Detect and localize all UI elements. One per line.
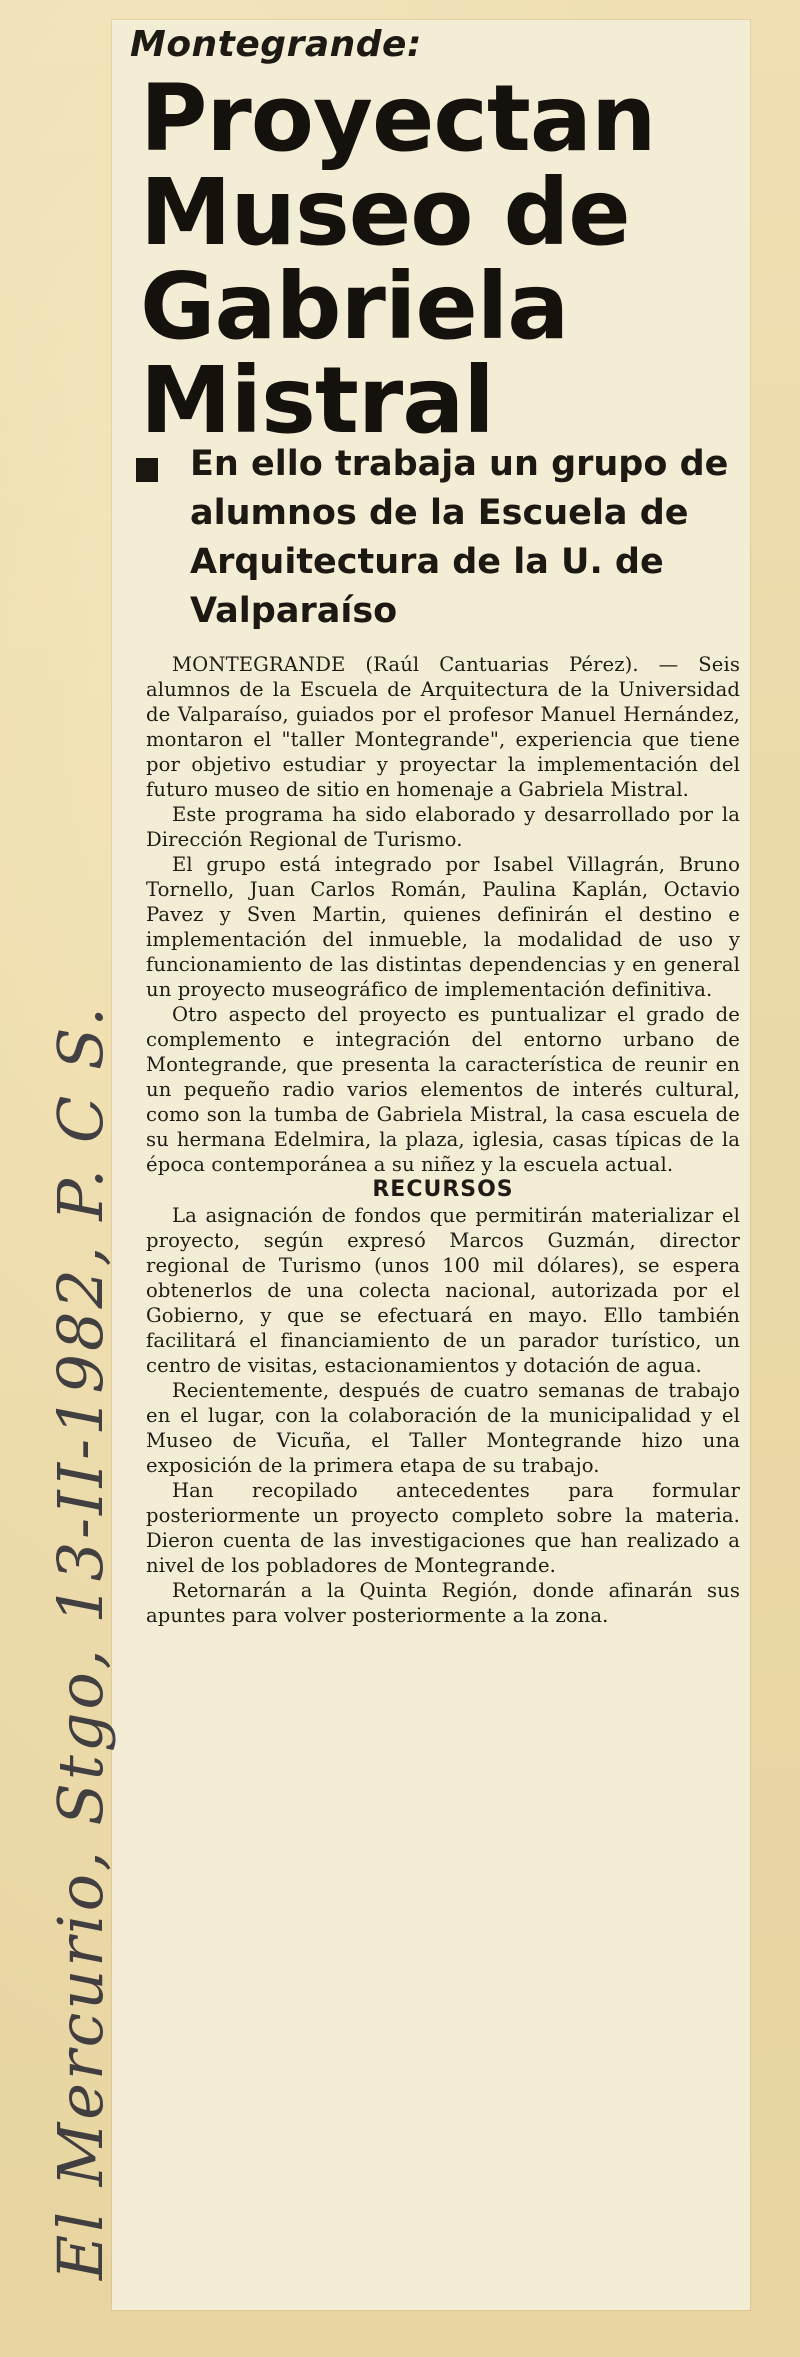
headline-line: Proyectan	[140, 65, 656, 172]
paragraph: Han recopilado antecedentes para formular posteriormente un proyecto completo sobre la materia. Dieron cuenta de las investigaciones que han realizado a nivel de los pobladores de Montegrande.	[146, 1479, 740, 1577]
paragraph: Recientemente, después de cuatro semanas de trabajo en el lugar, con la colaboración de la municipalidad y el Museo de Vicuña, el Taller Montegrande hizo una exposición de la primera etapa de su trabajo.	[146, 1379, 740, 1477]
article-body	[146, 652, 740, 1628]
paragraph: Otro aspecto del proyecto es puntualizar el grado de complemento e integración del entorno urbano de Montegrande, que presenta la característica de reunir en un pequeño radio varios elementos de interés cultural, como son la tumba de Gabriela Mistral, la casa escuela de su hermana Edelmira, la plaza, iglesia, casas típicas de la época contemporánea a su niñez y la escuela actual.	[146, 1003, 740, 1176]
section-subhead: RECURSOS	[372, 1177, 514, 1202]
paragraph: El grupo está integrado por Isabel Villagrán, Bruno Tornello, Juan Carlos Román, Paulina Kaplán, Octavio Pavez y Sven Martin, quienes definirán el destino e implementación del inmueble, la modalidad de uso y funcionamiento de las distintas dependencias y en general un proyecto museográfico de implementación definitiva.	[146, 853, 740, 1001]
headline-line: Mistral	[140, 347, 494, 454]
deck-subtitle: En ello trabaja un grupo de alumnos de la Escuela de Arquitectura de la U. de Valparaíso	[190, 444, 729, 631]
square-bullet-icon	[136, 458, 158, 482]
paragraph: Retornarán a la Quinta Región, donde afinarán sus apuntes para volver posteriormente a la zona.	[146, 1579, 740, 1627]
kicker: Montegrande:	[130, 24, 422, 65]
headline-line: Gabriela	[140, 253, 569, 360]
paragraph: MONTEGRANDE (Raúl Cantuarias Pérez). — Seis alumnos de la Escuela de Arquitectura de la Universidad de Valparaíso, guiados por el profesor Manuel Hernández, montaron el "taller Montegrande", experiencia que tiene por objetivo estudiar y proyectar la implementación del futuro museo de sitio en homenaje a Gabriela Mistral.	[146, 653, 740, 801]
headline-line: Museo de	[140, 159, 630, 266]
paragraph: Este programa ha sido elaborado y desarrollado por la Dirección Regional de Turismo.	[146, 803, 740, 851]
handwritten-annotation: El Mercurio, Stgo, 13-II-1982, P. C S.	[44, 1004, 117, 2280]
paragraph: La asignación de fondos que permitirán materializar el proyecto, según expresó Marcos Guzmán, director regional de Turismo (unos 100 mil dólares), se espera obtenerlos de una colecta nacional, autorizada por el Gobierno, y que se efectuará en mayo. Ello también facilitará el financiamiento de un parador turístico, un centro de visitas, estacionamientos y dotación de agua.	[146, 1204, 740, 1377]
headline	[140, 65, 740, 454]
